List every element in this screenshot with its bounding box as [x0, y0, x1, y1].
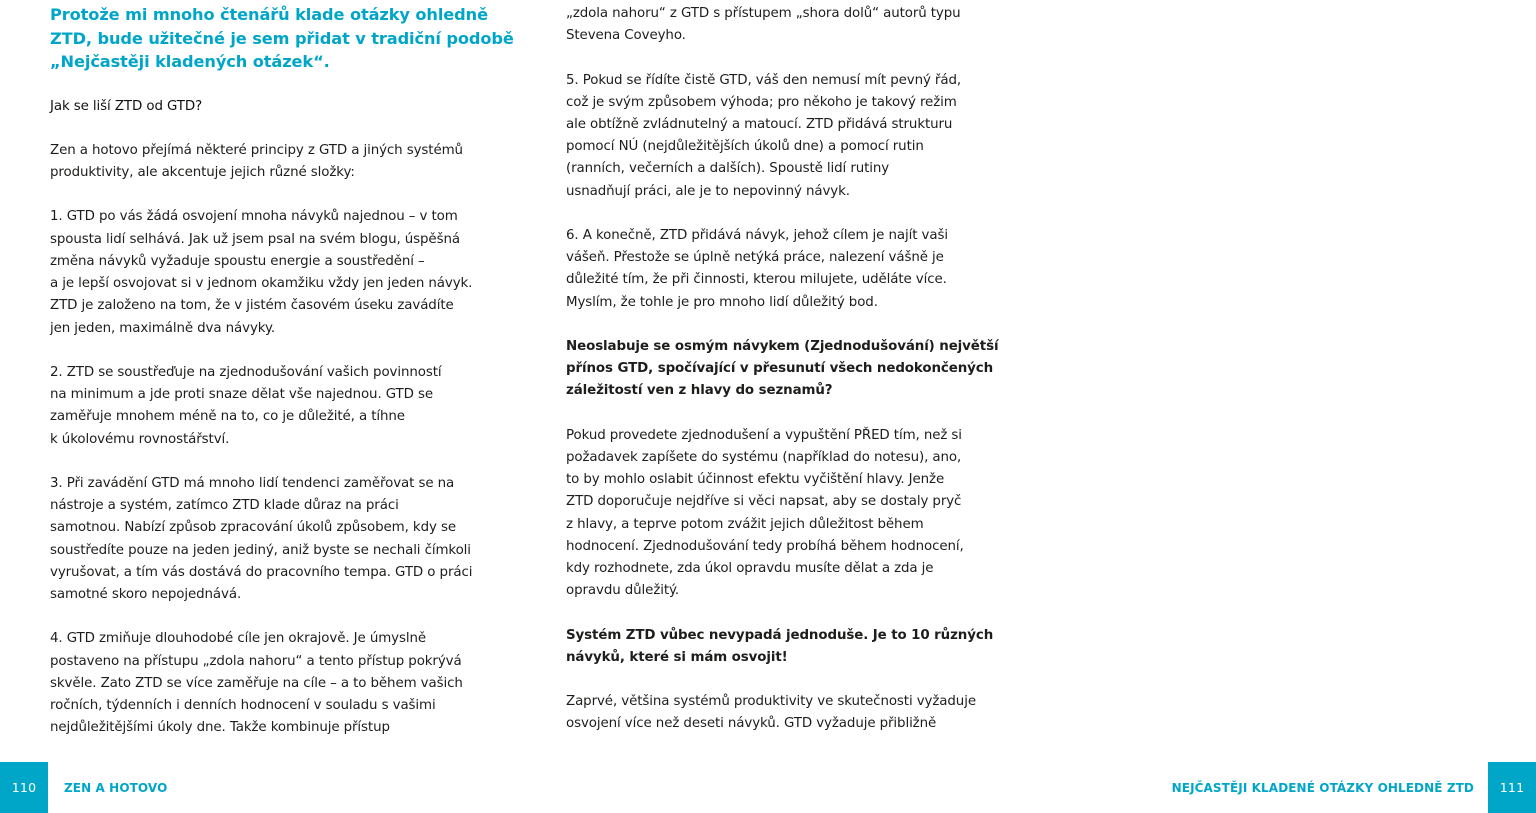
text-line: nástroje a systém, zatímco ZTD klade důraz na práci: [50, 498, 399, 514]
text-line: Zaprvé, většina systémů produktivity ve skutečnosti vyžaduje: [566, 694, 976, 710]
text-line: Myslím, že tohle je pro mnoho lidí důležitý bod.: [566, 294, 878, 310]
text-line: 4. GTD zmiňuje dlouhodobé cíle jen okrajově. Je úmyslně: [50, 631, 426, 647]
answer-ten-habits-paragraph: [566, 691, 986, 735]
text-line: usnadňují práci, ale je to nepovinný návyk.: [566, 183, 850, 199]
point-4-paragraph: [50, 628, 470, 739]
text-line: osvojení více než deseti návyků. GTD vyžaduje přibližně: [566, 716, 937, 732]
question-line: Neoslabuje se osmým návykem (Zjednodušování) největší: [566, 339, 999, 354]
left-text-column: [50, 3, 514, 762]
text-line: ZTD je založeno na tom, že v jistém časovém úseku zavádíte: [50, 298, 454, 314]
text-line: samotné skoro nepojednává.: [50, 586, 242, 602]
right-text-column: [566, 3, 999, 758]
text-line: produktivity, ale akcentuje jejich různé složky:: [50, 165, 355, 181]
text-line: postaveno na přístupu „zdola nahoru“ a tento přístup pokrývá: [50, 653, 462, 669]
text-line: pomocí NÚ (nejdůležitějších úkolů dne) a pomocí rutin: [566, 139, 924, 155]
heading-line: Protože mi mnoho čtenářů klade otázky ohledně: [50, 5, 488, 24]
text-line: (ranních, večerních a dalších). Spoustě lidí rutiny: [566, 161, 890, 177]
text-line: skvěle. Zato ZTD se více zaměřuje na cíle – a to během vašich: [50, 675, 463, 691]
question-line: záležitostí ven z hlavy do seznamů?: [566, 383, 833, 399]
text-line: změna návyků vyžaduje spoustu energie a soustředění –: [50, 253, 425, 269]
text-line: důležité tím, že při činnosti, kterou milujete, uděláte více.: [566, 272, 947, 288]
intro-paragraph: [50, 140, 470, 184]
text-line: soustředíte pouze na jeden jediný, aniž byste se nechali čímkoli: [50, 542, 471, 558]
running-head-chapter-title: NEJČASTĚJI KLADENÉ OTÁZKY OHLEDNĚ ZTD: [1171, 780, 1474, 795]
text-line: opravdu důležitý.: [566, 583, 680, 599]
text-line: a je lepší osvojovat si v jednom okamžiku vždy jen jeden návyk.: [50, 276, 473, 292]
question-simplification: [566, 336, 999, 403]
text-line: to by mohlo oslabit účinnost efektu vyčištění hlavy. Jenže: [566, 472, 945, 488]
point-4-continued-paragraph: [566, 3, 986, 47]
answer-simplification-paragraph: [566, 425, 986, 603]
question-text: Jak se liší ZTD od GTD?: [50, 98, 203, 114]
text-line: vášeň. Přestože se úplně netýká práce, nalezení vášně je: [566, 250, 944, 266]
page-number: 110: [0, 762, 48, 813]
text-line: 5. Pokud se řídíte čistě GTD, váš den nemusí mít pevný řád,: [566, 72, 962, 88]
left-page-footer: [0, 762, 512, 813]
text-line: nejdůležitějšími úkoly dne. Takže kombinuje přístup: [50, 720, 390, 736]
text-line: hodnocení. Zjednodušování tedy probíhá během hodnocení,: [566, 538, 964, 554]
text-line: Stevena Coveyho.: [566, 28, 686, 44]
text-line: spousta lidí selhává. Jak už jsem psal na svém blogu, úspěšná: [50, 231, 460, 247]
text-line: zaměřuje mnohem méně na to, co je důležité, a tíhne: [50, 409, 405, 425]
text-line: Pokud provedete zjednodušení a vypuštění PŘED tím, než si: [566, 427, 962, 443]
heading-line: ZTD, bude užitečné je sem přidat v tradiční podobě: [50, 28, 514, 48]
text-line: Zen a hotovo přejímá některé principy z GTD a jiných systémů: [50, 142, 463, 158]
question-line: Systém ZTD vůbec nevypadá jednoduše. Je to 10 různých: [566, 627, 994, 643]
text-line: požadavek zapíšete do systému (například do notesu), ano,: [566, 450, 962, 465]
text-line: 3. Při zavádění GTD má mnoho lidí tendenci zaměřovat se na: [50, 475, 455, 491]
text-line: z hlavy, a teprve potom zvážit jejich důležitost během: [566, 516, 924, 532]
heading-line: „Nejčastěji kladených otázek“.: [50, 52, 330, 71]
text-line: ročních, týdenních i denních hodnocení v souladu s vašimi: [50, 697, 436, 713]
text-line: vyrušovat, a tím vás dostává do pracovního tempa. GTD o práci: [50, 564, 473, 580]
text-line: na minimum a jde proti snaze dělat vše najednou. GTD se: [50, 387, 434, 403]
text-line: 2. ZTD se soustřeďuje na zjednodušování vašich povinností: [50, 364, 442, 380]
left-page: [0, 0, 512, 813]
right-page-footer: [1024, 762, 1536, 813]
question-line: návyků, které si mám osvojit!: [566, 649, 788, 665]
point-5-paragraph: [566, 70, 986, 203]
point-6-paragraph: [566, 225, 986, 314]
text-line: samotnou. Nabízí způsob zpracování úkolů způsobem, kdy se: [50, 520, 456, 536]
point-3-paragraph: [50, 473, 473, 606]
point-1-paragraph: [50, 206, 473, 339]
question-line: přínos GTD, spočívající v přesunutí všech nedokončených: [566, 361, 994, 377]
text-line: jen jeden, maximálně dva návyky.: [50, 320, 276, 336]
text-line: 1. GTD po vás žádá osvojení mnoha návyků najednou – v tom: [50, 209, 458, 225]
text-line: k úkolovému rovnostářství.: [50, 431, 230, 447]
text-line: což je svým způsobem výhoda; pro někoho je takový režim: [566, 94, 957, 110]
right-page: [512, 0, 1525, 813]
faq-intro-heading: [50, 3, 514, 74]
question-ztd-vs-gtd: [50, 96, 470, 118]
text-line: ZTD doporučuje nejdříve si věci napsat, aby se dostaly pryč: [566, 494, 962, 510]
question-ten-habits: [566, 625, 994, 669]
text-line: kdy rozhodnete, zda úkol opravdu musíte dělat a zda je: [566, 561, 934, 577]
running-head-book-title: ZEN A HOTOVO: [64, 780, 168, 795]
text-line: 6. A konečně, ZTD přidává návyk, jehož cílem je najít vaši: [566, 228, 948, 243]
page-number: 111: [1488, 762, 1536, 813]
text-line: ale obtížně zvládnutelný a matoucí. ZTD přidává strukturu: [566, 117, 953, 132]
point-2-paragraph: [50, 362, 470, 451]
text-line: „zdola nahoru“ z GTD s přístupem „shora dolů“ autorů typu: [566, 6, 961, 21]
